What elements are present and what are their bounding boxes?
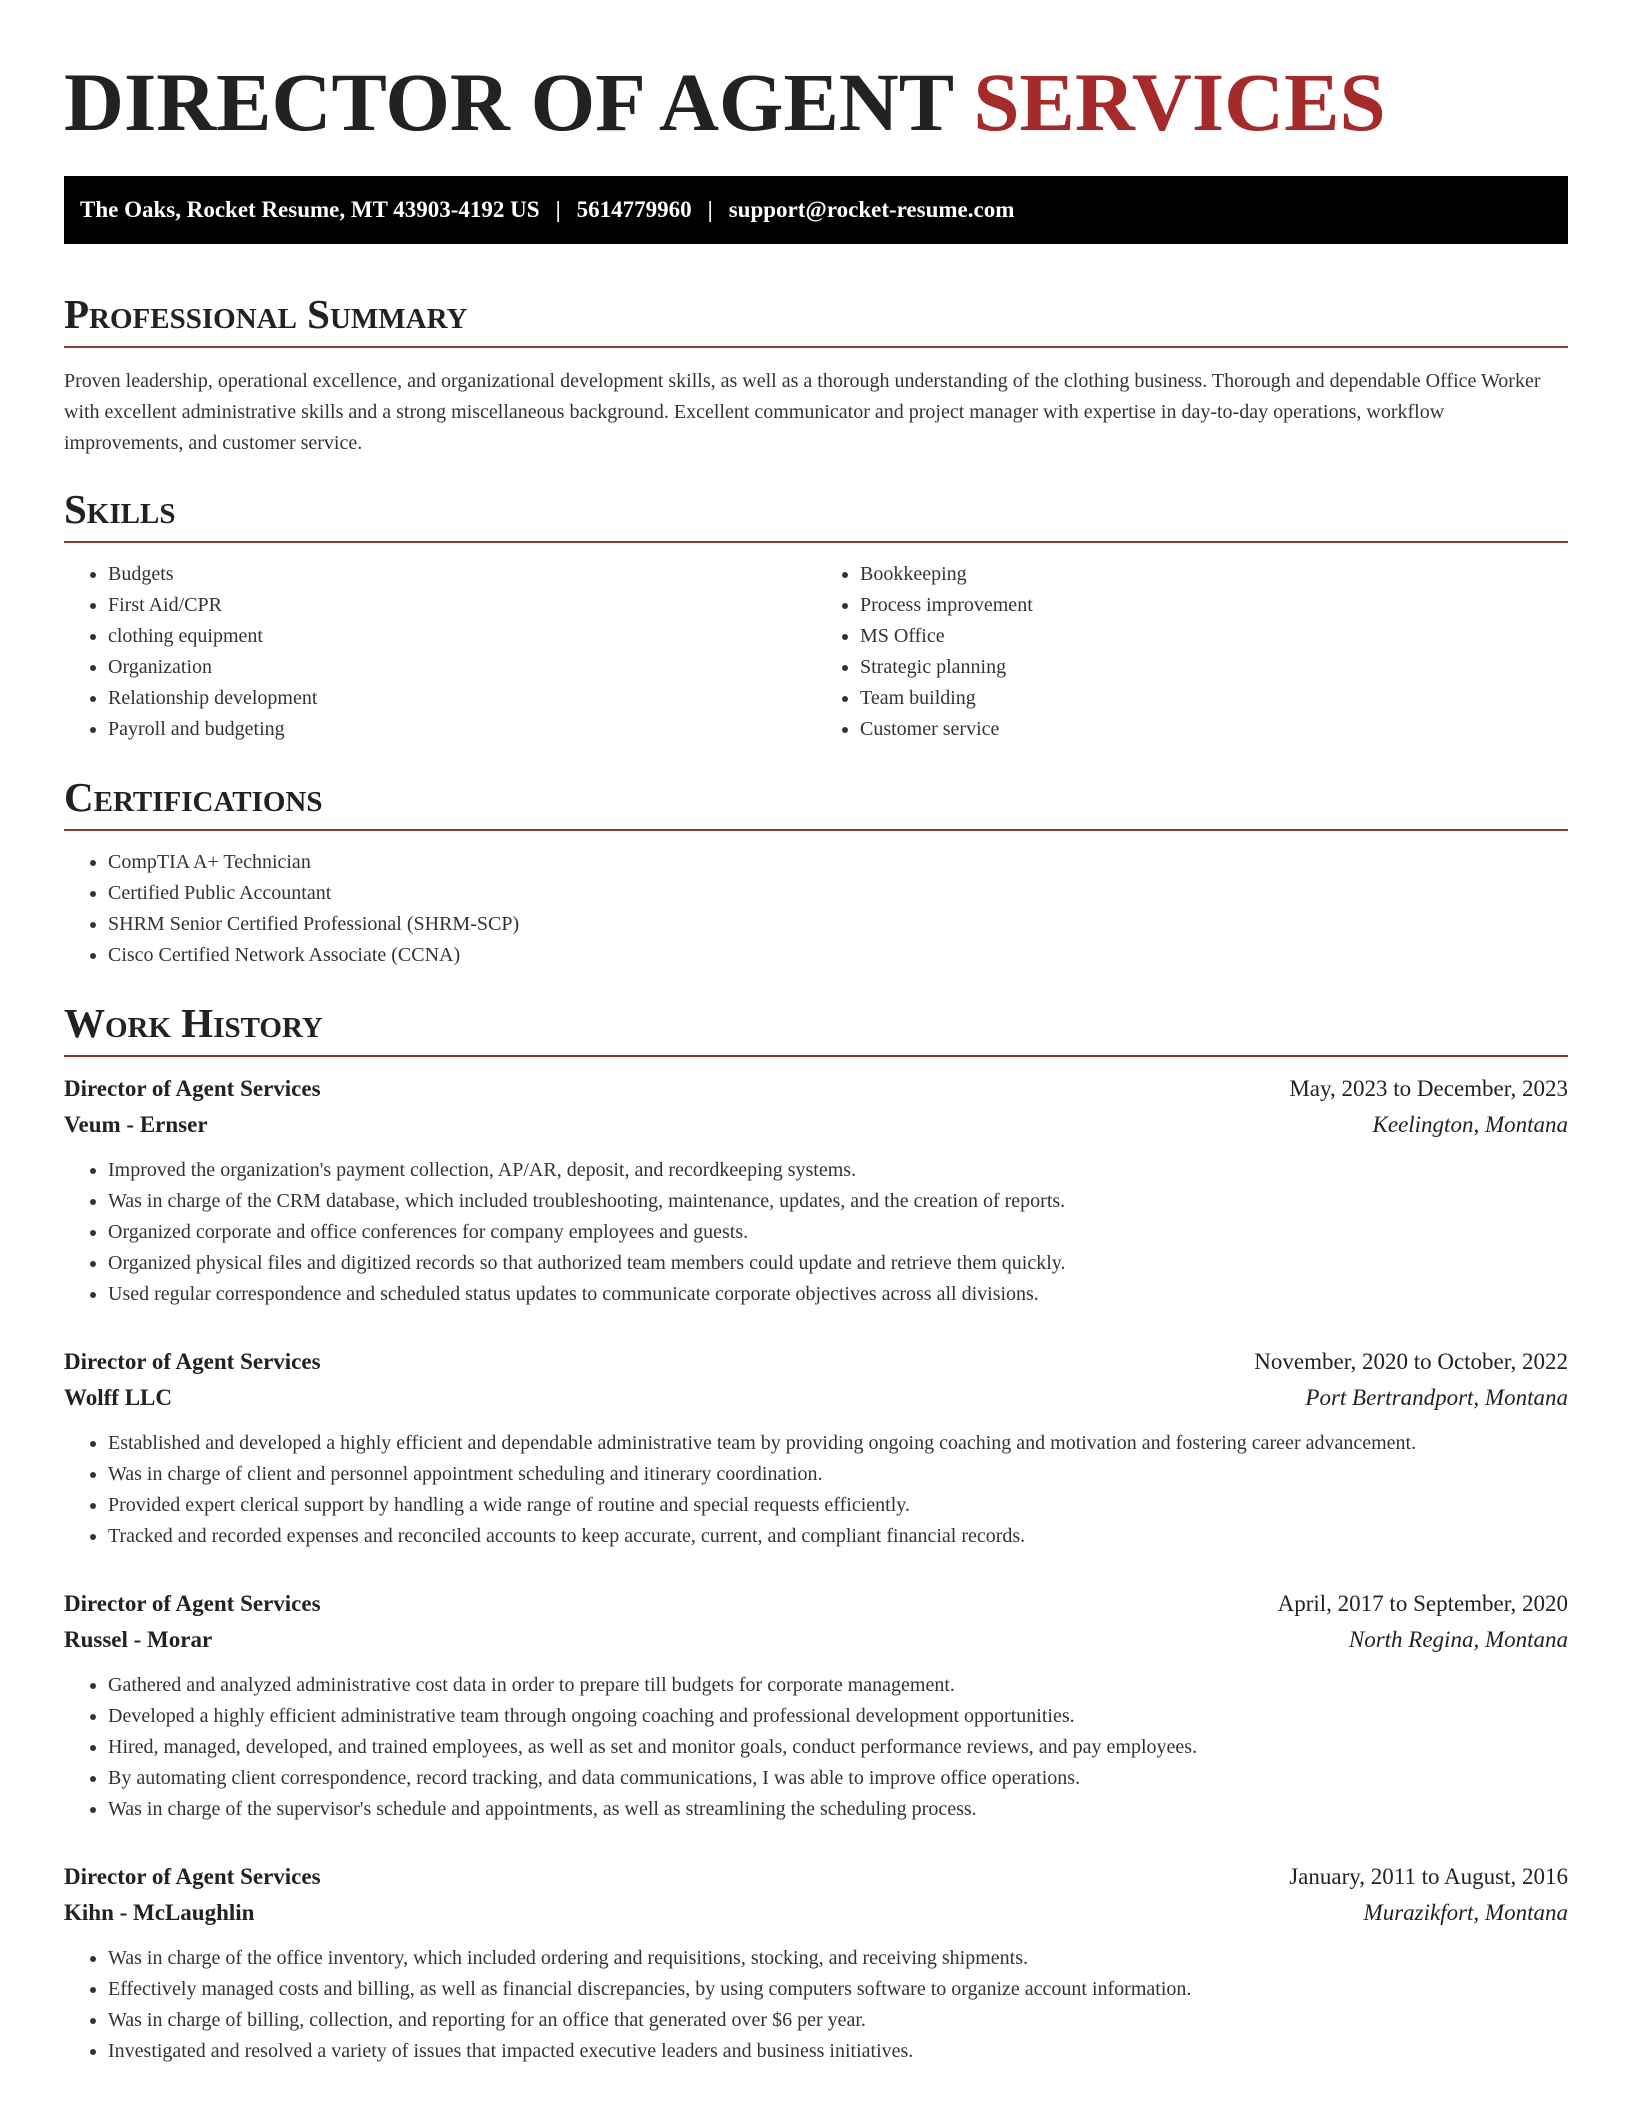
job-bullet: • Organized corporate and office conferences for company employees and guests. bbox=[108, 1217, 1568, 1248]
job-bullet: • Was in charge of billing, collection, and reporting for an office that generated over $6 per year. bbox=[108, 2005, 1568, 2036]
job-location: Port Bertrandport, Montana bbox=[1305, 1385, 1568, 1410]
certification-item: • SHRM Senior Certified Professional (SHRM-SCP) bbox=[108, 909, 1568, 940]
title-main: DIRECTOR OF AGENT bbox=[64, 56, 953, 148]
job-header-row bbox=[64, 1344, 1568, 1380]
job-bullet: • Used regular correspondence and scheduled status updates to communicate corporate objectives across all divisions. bbox=[108, 1279, 1568, 1310]
job-dates: January, 2011 to August, 2016 bbox=[1289, 1864, 1568, 1889]
job-dates: November, 2020 to October, 2022 bbox=[1254, 1349, 1568, 1374]
certification-item: • Certified Public Accountant bbox=[108, 878, 1568, 909]
certification-item: • Cisco Certified Network Associate (CCNA) bbox=[108, 940, 1568, 971]
job-company: Veum - Ernser bbox=[64, 1112, 208, 1137]
skill-item: • First Aid/CPR bbox=[108, 590, 816, 621]
certifications-heading: Certifications bbox=[64, 773, 1568, 831]
job-bullet: • Organized physical files and digitized records so that authorized team members could update and retrieve them quickly. bbox=[108, 1248, 1568, 1279]
certifications-section bbox=[64, 773, 1568, 971]
job-title: Director of Agent Services bbox=[64, 1591, 321, 1616]
job-company: Russel - Morar bbox=[64, 1627, 213, 1652]
job-company-row bbox=[64, 1622, 1568, 1658]
job-location: Murazikfort, Montana bbox=[1363, 1900, 1568, 1925]
job-header-row bbox=[64, 1071, 1568, 1107]
job-entry bbox=[64, 1071, 1568, 1310]
summary-section bbox=[64, 290, 1568, 459]
skill-item: • Strategic planning bbox=[860, 652, 1568, 683]
job-bullet: • Was in charge of the supervisor's schedule and appointments, as well as streamlining the scheduling process. bbox=[108, 1794, 1568, 1825]
skill-item: • Bookkeeping bbox=[860, 559, 1568, 590]
job-bullets bbox=[64, 1428, 1568, 1552]
job-bullet: • By automating client correspondence, record tracking, and data communications, I was able to improve office operations. bbox=[108, 1763, 1568, 1794]
job-entry bbox=[64, 1344, 1568, 1552]
job-company-row bbox=[64, 1380, 1568, 1416]
title-accent: SERVICES bbox=[973, 56, 1386, 148]
skill-item: • Team building bbox=[860, 683, 1568, 714]
job-bullet: • Improved the organization's payment collection, AP/AR, deposit, and recordkeeping systems. bbox=[108, 1155, 1568, 1186]
job-company: Kihn - McLaughlin bbox=[64, 1900, 255, 1925]
job-company-row bbox=[64, 1895, 1568, 1931]
job-company-row bbox=[64, 1107, 1568, 1143]
job-bullet: • Effectively managed costs and billing, as well as financial discrepancies, by using computers software to organize account information. bbox=[108, 1974, 1568, 2005]
job-bullet: • Was in charge of the office inventory, which included ordering and requisitions, stocking, and receiving shipments. bbox=[108, 1943, 1568, 1974]
job-dates: April, 2017 to September, 2020 bbox=[1277, 1591, 1568, 1616]
job-company: Wolff LLC bbox=[64, 1385, 172, 1410]
certification-item: • CompTIA A+ Technician bbox=[108, 847, 1568, 878]
skill-item: • Customer service bbox=[860, 714, 1568, 745]
skill-item: • Payroll and budgeting bbox=[108, 714, 816, 745]
job-bullets bbox=[64, 1943, 1568, 2067]
skills-section bbox=[64, 485, 1568, 745]
contact-separator: | bbox=[555, 197, 561, 222]
job-bullet: • Was in charge of client and personnel appointment scheduling and itinerary coordination. bbox=[108, 1459, 1568, 1490]
skill-item: • Process improvement bbox=[860, 590, 1568, 621]
job-bullets bbox=[64, 1670, 1568, 1825]
job-location: Keelington, Montana bbox=[1372, 1112, 1568, 1137]
job-bullet: • Provided expert clerical support by handling a wide range of routine and special requests efficiently. bbox=[108, 1490, 1568, 1521]
skill-item: • Budgets bbox=[108, 559, 816, 590]
summary-text: Proven leadership, operational excellence, and organizational development skills, as well as a thorough understanding of the clothing business. Thorough and dependable Office Worker with excellent administrative skills and a strong miscellaneous background. Excellent communicator and project manager with expertise in day-to-day operations, workflow improvements, and customer service. bbox=[64, 370, 1541, 454]
job-bullet: • Hired, managed, developed, and trained employees, as well as set and monitor goals, conduct performance reviews, and pay employees. bbox=[108, 1732, 1568, 1763]
job-header-row bbox=[64, 1586, 1568, 1622]
resume-title bbox=[64, 0, 1568, 152]
contact-address: The Oaks, Rocket Resume, MT 43903-4192 US bbox=[80, 197, 540, 222]
skills-list-left bbox=[64, 559, 816, 745]
skill-item: • MS Office bbox=[860, 621, 1568, 652]
job-bullet: • Gathered and analyzed administrative cost data in order to prepare till budgets for corporate management. bbox=[108, 1670, 1568, 1701]
skill-item: • Relationship development bbox=[108, 683, 816, 714]
skills-grid bbox=[64, 559, 1568, 745]
certifications-list bbox=[64, 847, 1568, 971]
work-history-section bbox=[64, 999, 1568, 2067]
job-bullet: • Investigated and resolved a variety of issues that impacted executive leaders and business initiatives. bbox=[108, 2036, 1568, 2067]
job-title: Director of Agent Services bbox=[64, 1349, 321, 1374]
job-title: Director of Agent Services bbox=[64, 1864, 321, 1889]
job-location: North Regina, Montana bbox=[1348, 1627, 1568, 1652]
skills-heading: Skills bbox=[64, 485, 1568, 543]
skills-list-right bbox=[816, 559, 1568, 745]
job-entry bbox=[64, 1859, 1568, 2067]
job-bullet: • Established and developed a highly efficient and dependable administrative team by providing ongoing coaching and motivation and fostering career advancement. bbox=[108, 1428, 1568, 1459]
job-header-row bbox=[64, 1859, 1568, 1895]
job-dates: May, 2023 to December, 2023 bbox=[1289, 1076, 1568, 1101]
contact-phone: 5614779960 bbox=[576, 197, 692, 222]
job-bullet: • Tracked and recorded expenses and reconciled accounts to keep accurate, current, and compliant financial records. bbox=[108, 1521, 1568, 1552]
contact-email: support@rocket-resume.com bbox=[728, 197, 1015, 222]
work-history-heading: Work History bbox=[64, 999, 1568, 1057]
skill-item: • Organization bbox=[108, 652, 816, 683]
job-title: Director of Agent Services bbox=[64, 1076, 321, 1101]
summary-heading: Professional Summary bbox=[64, 290, 1568, 348]
skill-item: • clothing equipment bbox=[108, 621, 816, 652]
contact-separator: | bbox=[707, 197, 713, 222]
contact-bar bbox=[64, 176, 1568, 244]
job-bullet: • Was in charge of the CRM database, which included troubleshooting, maintenance, updates, and the creation of reports. bbox=[108, 1186, 1568, 1217]
job-bullets bbox=[64, 1155, 1568, 1310]
job-entry bbox=[64, 1586, 1568, 1825]
job-bullet: • Developed a highly efficient administrative team through ongoing coaching and professional development opportunities. bbox=[108, 1701, 1568, 1732]
